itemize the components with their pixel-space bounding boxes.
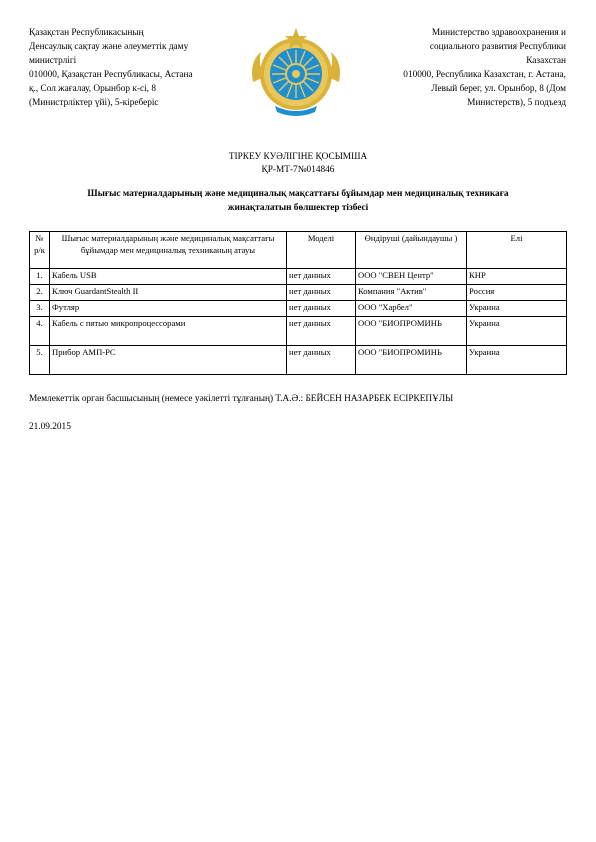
cell-model: нет данных: [287, 301, 356, 317]
table-row: [30, 285, 567, 301]
cell-model: нет данных: [287, 346, 356, 375]
document-title: ТІРКЕУ КУӘЛІГІНЕ ҚОСЫМША: [228, 152, 368, 162]
cell-maker: ООО "БИОПРОМИНЬ: [356, 317, 467, 346]
document-date: 21.09.2015: [29, 422, 71, 432]
header-left-line: министрлігі: [29, 55, 77, 66]
col-header-model: Моделі: [287, 232, 356, 269]
cell-maker: ООО "Харбел": [356, 301, 467, 317]
subtitle-line: Шығыс материалдарының және медициналық мақсаттағы бұйымдар мен медициналық техникаға: [87, 189, 509, 199]
cell-country: Украина: [467, 346, 567, 375]
cell-maker: ООО "СВЕН Центр": [356, 269, 467, 285]
header-right-line: Левый берег, ул. Орынбор, 8 (Дом: [431, 83, 566, 94]
table-row: [30, 346, 567, 375]
cell-maker: Компания "Актив": [356, 285, 467, 301]
col-header-name: Шығыс материалдарының және медициналық мақсаттағы бұйымдар мен медициналық техниканың атауы: [50, 232, 287, 269]
document-title-block: [0, 151, 596, 177]
cell-number: 4.: [30, 317, 50, 346]
header-left-line: (Министрліктер үйі), 5-кіреберіс: [29, 97, 159, 108]
cell-name: Кабель USB: [50, 269, 287, 285]
cell-number: 3.: [30, 301, 50, 317]
cell-name: Ключ GuardantStealth II: [50, 285, 287, 301]
cell-country: КНР: [467, 269, 567, 285]
header-right-line: социального развития Республики: [429, 41, 566, 52]
header-left-line: Денсаулық сақтау және әлеуметтік даму: [29, 41, 189, 52]
col-header-number: № р/к: [30, 232, 50, 269]
header-left-ministry-kz: [29, 27, 247, 110]
cell-model: нет данных: [287, 269, 356, 285]
cell-model: нет данных: [287, 317, 356, 346]
cell-model: нет данных: [287, 285, 356, 301]
header-left-line: қ., Сол жағалау, Орынбор к-сі, 8: [29, 83, 156, 94]
header-left-line: Қазақстан Республикасының: [29, 28, 144, 38]
document-subtitle: [0, 187, 596, 215]
table-header-row: [30, 232, 567, 269]
header-left-line: 010000, Қазақстан Республикасы, Астана: [29, 69, 193, 80]
subtitle-line: жинақталатын бөлшектер тізбесі: [227, 203, 369, 213]
state-emblem-icon: [247, 22, 345, 120]
col-header-country: Елі: [467, 232, 567, 269]
cell-number: 1.: [30, 269, 50, 285]
cell-name: Футляр: [50, 301, 287, 317]
items-table: [29, 231, 567, 375]
cell-name: Кабель с пятью микропроцессорами: [50, 317, 287, 346]
table-row: [30, 317, 567, 346]
header-right-line: Министерство здравоохранения и: [431, 28, 566, 38]
cell-country: Украина: [467, 317, 567, 346]
cell-name: Прибор АМП-PC: [50, 346, 287, 375]
cell-maker: ООО "БИОПРОМИНЬ: [356, 346, 467, 375]
cell-country: Россия: [467, 285, 567, 301]
header-right-ministry-ru: [362, 27, 566, 110]
header-right-line: Казахстан: [526, 55, 566, 66]
col-header-maker: Өндіруші (дайындаушы ): [356, 232, 467, 269]
table-row: [30, 301, 567, 317]
cell-number: 2.: [30, 285, 50, 301]
cell-number: 5.: [30, 346, 50, 375]
signer-line: Мемлекеттік орган басшысының (немесе уәкілетті тұлғаның) Т.А.Ә.: БЕЙСЕН НАЗАРБЕК ЕСІРКЕПҰЛЫ: [29, 394, 454, 404]
registration-number: ҚР-МТ-7№014846: [261, 165, 335, 175]
header-right-line: 010000, Республика Казахстан, г. Астана,: [403, 69, 566, 80]
cell-country: Украина: [467, 301, 567, 317]
header-right-line: Министерств), 5 подъезд: [467, 97, 566, 108]
table-row: [30, 269, 567, 285]
